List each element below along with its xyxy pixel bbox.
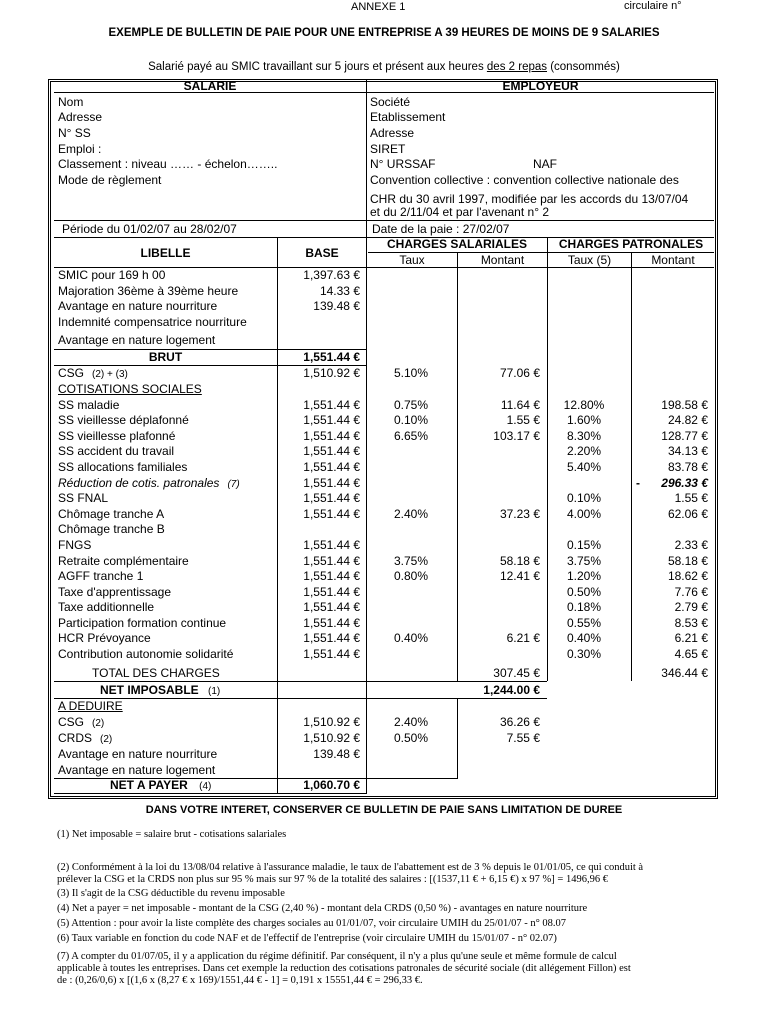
ded-label — [58, 731, 112, 747]
employeur-convention-3: et du 2/11/04 et par l'avenant n° 2 — [370, 205, 549, 219]
cot-montant: 6.21 € — [506, 631, 540, 645]
footnote-6: (6) Taux variable en fonction du code NAF et de l'effectif de l'entreprise (voir circulaire UMIH du 15/01/07 - n° 02.07) — [57, 933, 557, 944]
row-label: Majoration 36ème à 39ème heure — [58, 284, 239, 298]
cot-taux-p: 4.00% — [566, 507, 602, 521]
cot-label-text: Contribution autonomie solidarité — [58, 647, 234, 661]
cot-label — [58, 444, 174, 459]
employeur-urssaf: N° URSSAF — [370, 157, 436, 171]
subtitle-underlined: des 2 repas — [486, 61, 548, 73]
cot-base: 1,551.44 € — [303, 413, 360, 427]
total-charges-patronales: 346.44 € — [661, 666, 708, 680]
cot-montant-p: 7.76 € — [674, 585, 708, 599]
cot-base: 1,551.44 € — [303, 476, 360, 490]
employeur-siret: SIRET — [370, 142, 406, 156]
ded-montant: 36.26 € — [499, 715, 540, 729]
cot-taux: 2.40% — [393, 507, 429, 521]
salarie-ss: N° SS — [58, 126, 91, 140]
cot-label — [58, 398, 119, 413]
cot-montant-p: 2.33 € — [674, 538, 708, 552]
cot-label — [58, 476, 240, 492]
cot-base: 1,551.44 € — [303, 429, 360, 443]
cot-label — [58, 647, 233, 662]
footnote-7c: de : (0,26/0,6) x [(1,6 x (8,27 € x 169)/1551,44 € - 1] = 0,191 x 15551,44 € = 296,33 €. — [57, 975, 423, 986]
cot-taux-p: 0.18% — [566, 600, 602, 614]
cot-taux-p: 2.20% — [566, 444, 602, 458]
cot-base: 1,551.44 € — [303, 398, 360, 412]
ded-label-note: (2) — [100, 734, 113, 745]
cot-label — [58, 507, 164, 522]
cot-montant: 77.06 € — [499, 366, 540, 380]
cot-label-text: SS vieillesse plafonné — [58, 429, 176, 443]
footnote-4: (4) Net a payer = net imposable - montant de la CSG (2,40 %) - montant dela CRDS (0,50 %) - avantages en nature nourriture — [57, 903, 588, 914]
cot-base: 1,551.44 € — [303, 585, 360, 599]
cot-taux-p: 12.80% — [563, 398, 605, 412]
net-imposable-text: NET IMPOSABLE — [100, 683, 199, 697]
ded-label — [58, 699, 123, 714]
total-charges-label: TOTAL DES CHARGES — [92, 666, 220, 680]
row-label: Indemnité compensatrice nourriture — [58, 315, 247, 329]
cot-label-text: Retraite complémentaire — [58, 554, 189, 568]
cot-base: 1,551.44 € — [303, 600, 360, 614]
employeur-naf: NAF — [533, 157, 557, 171]
cot-label — [58, 600, 154, 615]
cot-montant-p: 34.13 € — [667, 444, 708, 458]
cot-base: 1,510.92 € — [303, 366, 360, 380]
cot-montant: 37.23 € — [499, 507, 540, 521]
cot-label — [58, 554, 189, 569]
cot-taux-p: 5.40% — [566, 460, 602, 474]
col-montant: Montant — [480, 253, 525, 267]
brut-value: 1,551.44 € — [303, 350, 360, 364]
row-base: 139.48 € — [313, 299, 360, 313]
net-payer-label — [110, 778, 211, 794]
cot-label — [58, 569, 143, 584]
footnote-1: (1) Net imposable = salaire brut - cotisations salariales — [57, 829, 287, 840]
cot-taux: 0.75% — [393, 398, 429, 412]
cot-base: 1,551.44 € — [303, 647, 360, 661]
cot-taux-p: 0.30% — [566, 647, 602, 661]
cot-label-text: Réduction de cotis. patronales — [58, 476, 220, 490]
net-imposable-value: 1,244.00 € — [483, 683, 540, 697]
page-title: EXEMPLE DE BULLETIN DE PAIE POUR UNE ENTREPRISE A 39 HEURES DE MOINS DE 9 SALARIES — [108, 27, 660, 39]
ded-taux: 2.40% — [393, 715, 429, 729]
cot-label — [58, 616, 226, 631]
cot-label — [58, 522, 165, 537]
cot-montant-p: 296.33 € — [661, 476, 708, 490]
col-charges-salariales: CHARGES SALARIALES — [386, 237, 527, 251]
cot-taux: 3.75% — [393, 554, 429, 568]
cot-taux-p: - — [636, 476, 640, 490]
col-libelle: LIBELLE — [140, 246, 191, 260]
cot-label-text: COTISATIONS SOCIALES — [58, 382, 202, 396]
divider — [54, 681, 547, 682]
cot-montant: 12.41 € — [499, 569, 540, 583]
cot-label-text: Chômage tranche A — [58, 507, 165, 521]
cot-label — [58, 538, 91, 553]
periode: Période du 01/02/07 au 28/02/07 — [62, 222, 237, 236]
ded-label-text: A DEDUIRE — [58, 699, 123, 713]
divider — [457, 252, 458, 681]
row-base: 1,397.63 € — [303, 268, 360, 282]
cot-label — [58, 382, 202, 397]
cot-montant-p: 8.53 € — [674, 616, 708, 630]
cot-label-text: SS allocations familiales — [58, 460, 188, 474]
cot-label — [58, 429, 175, 444]
cot-taux: 5.10% — [393, 366, 429, 380]
ded-label-note: (2) — [92, 718, 105, 729]
cot-taux-p: 1.60% — [566, 413, 602, 427]
cot-label-text: Chômage tranche B — [58, 522, 165, 536]
cot-montant-p: 58.18 € — [667, 554, 708, 568]
ded-base: 1,510.92 € — [303, 715, 360, 729]
employeur-heading: EMPLOYEUR — [502, 79, 579, 93]
cot-base: 1,551.44 € — [303, 491, 360, 505]
employeur-societe: Société — [370, 95, 411, 109]
cot-label-text: AGFF tranche 1 — [58, 569, 144, 583]
divider — [54, 220, 714, 221]
conserver-notice: DANS VOTRE INTERET, CONSERVER CE BULLETIN DE PAIE SANS LIMITATION DE DUREE — [145, 804, 623, 816]
employeur-convention-2: CHR du 30 avril 1997, modifiée par les accords du 13/07/04 — [370, 192, 689, 206]
cot-taux: 0.80% — [393, 569, 429, 583]
cot-base: 1,551.44 € — [303, 507, 360, 521]
cot-taux-p: 0.10% — [566, 491, 602, 505]
row-label: Avantage en nature nourriture — [58, 299, 218, 313]
col-taux: Taux — [399, 253, 425, 267]
salarie-emploi: Emploi : — [58, 142, 102, 156]
net-payer-value: 1,060.70 € — [303, 778, 360, 792]
cot-montant: 11.64 € — [500, 398, 540, 412]
salarie-reglement: Mode de règlement — [58, 173, 162, 187]
footnote-5: (5) Attention : pour avoir la liste complète des charges sociales au 01/01/07, voir circulaire UMIH du 25/01/07 - n° 08.07 — [57, 918, 567, 929]
salarie-classement: Classement : niveau …… - échelon…….. — [58, 157, 278, 171]
row-label: Avantage en nature logement — [58, 333, 216, 347]
footnote-2b: prélever la CSG et la CRDS non plus sur 95 % mais sur 97 % de la totalité des salaires : [(1537,11 € + 6,15 €) x 97 %] = 1496,96 € — [57, 874, 608, 885]
ded-label-text: CSG — [58, 715, 85, 729]
ded-label — [58, 763, 215, 778]
col-base: BASE — [305, 246, 339, 260]
cot-montant-p: 128.77 € — [661, 429, 708, 443]
ded-label — [58, 715, 104, 731]
total-charges-salariales: 307.45 € — [493, 666, 540, 680]
subtitle-pre: Salarié payé au SMIC travaillant sur 5 jours et présent aux heures — [148, 61, 487, 73]
cot-montant-p: 6.21 € — [674, 631, 708, 645]
row-label: SMIC pour 169 h 00 — [58, 268, 166, 282]
brut-label: BRUT — [148, 350, 183, 364]
cot-label — [58, 413, 189, 428]
footnote-7a: (7) A compter du 01/07/05, il y a application du régime définitif. Par conséquent, il n'y a plus qu'une seule et même formule de calcul — [57, 951, 617, 962]
cot-label-text: SS vieillesse déplafonné — [58, 413, 189, 427]
salarie-heading: SALARIE — [183, 79, 237, 93]
circulaire-label: circulaire n° — [624, 0, 682, 12]
cot-label-note: (2) + (3) — [92, 369, 128, 380]
cot-montant-p: 2.79 € — [674, 600, 708, 614]
annexe-label: ANNEXE 1 — [351, 1, 406, 13]
ded-label-text: Avantage en nature nourriture — [58, 747, 218, 761]
footnote-3: (3) Il s'agit de la CSG déductible du revenu imposable — [57, 888, 285, 899]
cot-label-text: SS accident du travail — [58, 444, 175, 458]
net-imposable-label — [100, 683, 220, 699]
cot-taux-p: 1.20% — [566, 569, 602, 583]
cot-label-text: HCR Prévoyance — [58, 631, 151, 645]
employeur-convention-1: Convention collective : convention collective nationale des — [370, 173, 679, 187]
ded-base: 1,510.92 € — [303, 731, 360, 745]
cot-label-text: Participation formation continue — [58, 616, 227, 630]
cot-base: 1,551.44 € — [303, 538, 360, 552]
cot-base: 1,551.44 € — [303, 460, 360, 474]
ded-label-text: Avantage en nature logement — [58, 763, 216, 777]
cot-label — [58, 491, 108, 506]
cot-taux-p: 3.75% — [566, 554, 602, 568]
cot-montant: 58.18 € — [499, 554, 540, 568]
cot-label-note: (7) — [227, 479, 240, 490]
footnote-2a: (2) Conformément à la loi du 13/08/04 relative à l'assurance maladie, le taux de l'abattement est de 3 % depuis le 01/01/05, ce qui conduit à — [57, 862, 644, 873]
date-paie: Date de la paie : 27/02/07 — [372, 222, 510, 236]
ded-montant: 7.55 € — [506, 731, 540, 745]
divider — [366, 80, 367, 238]
cot-montant: 103.17 € — [493, 429, 540, 443]
cot-label-text: SS maladie — [58, 398, 120, 412]
cot-taux: 0.10% — [393, 413, 429, 427]
ded-label-text: CRDS — [58, 731, 93, 745]
cot-taux-p: 8.30% — [566, 429, 602, 443]
cot-montant-p: 62.06 € — [667, 507, 708, 521]
cot-base: 1,551.44 € — [303, 444, 360, 458]
cot-base: 1,551.44 € — [303, 554, 360, 568]
cot-taux: 0.40% — [393, 631, 429, 645]
cot-montant-p: 198.58 € — [661, 398, 708, 412]
cot-label-text: FNGS — [58, 538, 92, 552]
page-subtitle — [0, 61, 768, 73]
cot-taux-p: 0.40% — [566, 631, 602, 645]
cot-taux-p: 0.55% — [566, 616, 602, 630]
footnote-7b: applicable à toutes les entreprises. Dans cet exemple la reduction des cotisations patronales de sécurité sociale (dit allégement Fillon) est — [57, 963, 631, 974]
col-taux-p: Taux (5) — [567, 253, 612, 267]
cot-label — [58, 366, 128, 382]
col-montant-p: Montant — [651, 253, 695, 267]
cot-taux-p: 0.50% — [566, 585, 602, 599]
employeur-adresse: Adresse — [370, 126, 415, 140]
cot-label-text: CSG — [58, 366, 85, 380]
col-charges-patronales: CHARGES PATRONALES — [558, 237, 704, 251]
cot-label — [58, 631, 151, 646]
employeur-etablissement: Etablissement — [370, 110, 446, 124]
ded-taux: 0.50% — [393, 731, 429, 745]
cot-label — [58, 585, 171, 600]
cot-montant-p: 4.65 € — [674, 647, 708, 661]
cot-montant-p: 18.62 € — [667, 569, 708, 583]
cot-base: 1,551.44 € — [303, 569, 360, 583]
salarie-adresse: Adresse — [58, 110, 103, 124]
ded-label — [58, 747, 217, 762]
net-payer-text: NET A PAYER — [110, 778, 188, 792]
cot-taux: 6.65% — [393, 429, 429, 443]
cot-montant-p: 24.82 € — [667, 413, 708, 427]
cot-label-text: Taxe additionnelle — [58, 600, 155, 614]
row-base: 14.33 € — [319, 284, 360, 298]
subtitle-post: (consommés) — [547, 61, 620, 73]
cot-montant: 1.55 € — [506, 413, 540, 427]
cot-label-text: Taxe d'apprentissage — [58, 585, 172, 599]
net-imposable-note: (1) — [208, 686, 221, 697]
cot-base: 1,551.44 € — [303, 616, 360, 630]
cot-montant-p: 83.78 € — [667, 460, 708, 474]
cot-montant-p: 1.55 € — [674, 491, 708, 505]
cot-label — [58, 460, 187, 475]
net-payer-note: (4) — [199, 781, 212, 792]
ded-base: 139.48 € — [313, 747, 360, 761]
cot-taux-p: 0.15% — [566, 538, 602, 552]
cot-base: 1,551.44 € — [303, 631, 360, 645]
salarie-nom: Nom — [58, 95, 84, 109]
cot-label-text: SS FNAL — [58, 491, 109, 505]
